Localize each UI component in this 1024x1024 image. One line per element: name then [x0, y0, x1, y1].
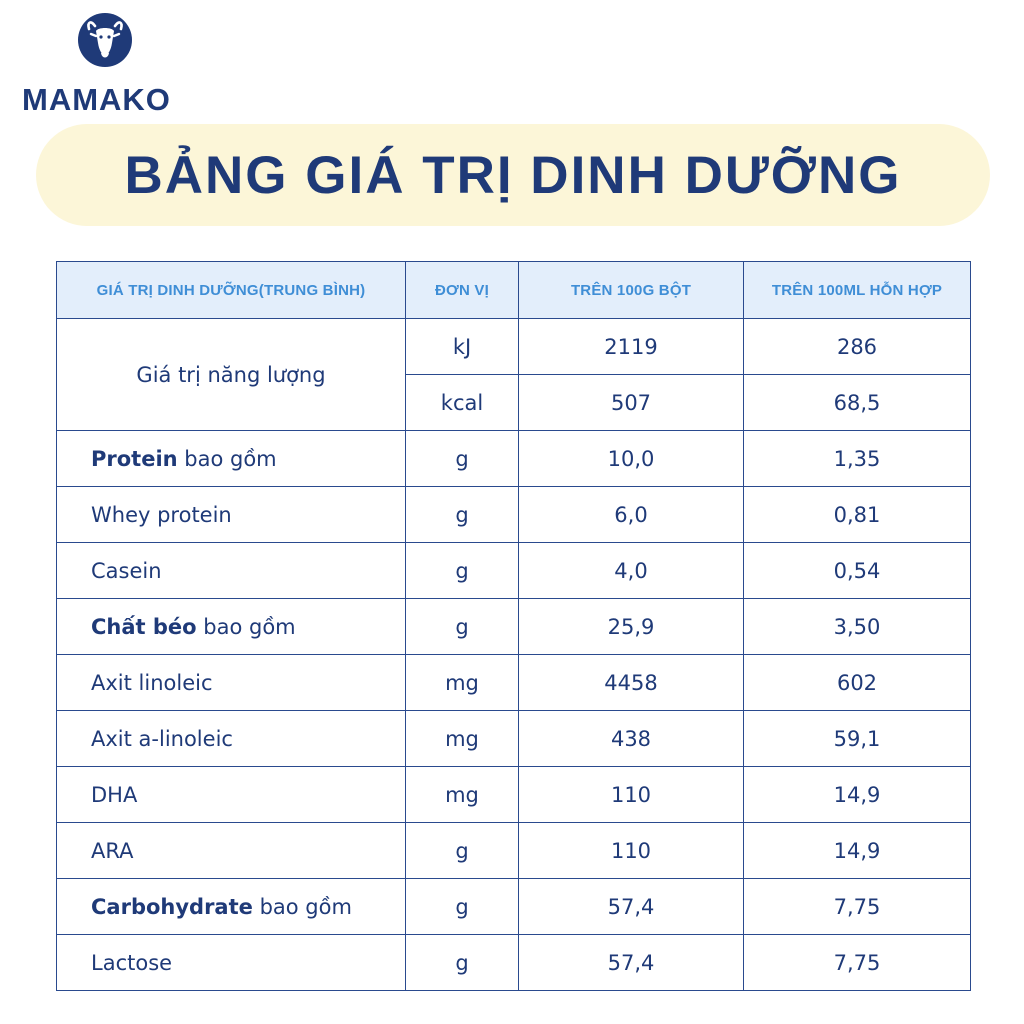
per-100ml-cell: 7,75 — [744, 935, 971, 991]
header-per-100ml: TRÊN 100ML HỖN HỢP — [744, 262, 971, 319]
nutrient-bold: Carbohydrate — [91, 894, 253, 919]
table-row — [57, 431, 971, 487]
per-100g-cell: 10,0 — [519, 431, 744, 487]
per-100ml-cell: 602 — [744, 655, 971, 711]
nutrient-text: bao gồm — [196, 614, 296, 639]
per-100ml-cell: 0,81 — [744, 487, 971, 543]
nutrient-cell: Casein — [57, 543, 406, 599]
unit-cell: g — [406, 487, 519, 543]
table-row — [57, 879, 971, 935]
table-row — [57, 935, 971, 991]
table-row — [57, 599, 971, 655]
table-row — [57, 487, 971, 543]
table-row — [57, 319, 971, 375]
nutrient-cell — [57, 879, 406, 935]
per-100g-cell: 438 — [519, 711, 744, 767]
header-unit: ĐƠN VỊ — [406, 262, 519, 319]
nutrient-bold: Protein — [91, 446, 178, 471]
per-100g-cell: 507 — [519, 375, 744, 431]
nutrient-text: bao gồm — [252, 894, 352, 919]
table-row — [57, 543, 971, 599]
table-row — [57, 655, 971, 711]
unit-cell: g — [406, 935, 519, 991]
unit-cell: g — [406, 823, 519, 879]
table-row — [57, 711, 971, 767]
nutrient-bold: Chất béo — [91, 614, 197, 639]
unit-cell: kJ — [406, 319, 519, 375]
per-100ml-cell: 68,5 — [744, 375, 971, 431]
per-100ml-cell: 1,35 — [744, 431, 971, 487]
unit-cell: mg — [406, 767, 519, 823]
per-100g-cell: 57,4 — [519, 935, 744, 991]
unit-cell: kcal — [406, 375, 519, 431]
header-per-100g: TRÊN 100G BỘT — [519, 262, 744, 319]
unit-cell: g — [406, 599, 519, 655]
energy-label: Giá trị năng lượng — [57, 319, 406, 431]
nutrient-cell: ARA — [57, 823, 406, 879]
per-100g-cell: 110 — [519, 823, 744, 879]
nutrient-cell: Lactose — [57, 935, 406, 991]
per-100ml-cell: 7,75 — [744, 879, 971, 935]
per-100ml-cell: 14,9 — [744, 823, 971, 879]
nutrient-cell — [57, 431, 406, 487]
nutrient-cell: Axit linoleic — [57, 655, 406, 711]
page-title: BẢNG GIÁ TRỊ DINH DƯỠNG — [124, 145, 902, 205]
header-nutrient: GIÁ TRỊ DINH DƯỠNG(TRUNG BÌNH) — [57, 262, 406, 319]
per-100g-cell: 4458 — [519, 655, 744, 711]
table-header-row — [57, 262, 971, 319]
per-100g-cell: 25,9 — [519, 599, 744, 655]
nutrient-cell: Axit a-linoleic — [57, 711, 406, 767]
per-100g-cell: 6,0 — [519, 487, 744, 543]
per-100g-cell: 57,4 — [519, 879, 744, 935]
brand-logo — [22, 12, 192, 117]
nutrition-table — [56, 261, 971, 991]
table-row — [57, 767, 971, 823]
unit-cell: mg — [406, 655, 519, 711]
nutrient-cell: DHA — [57, 767, 406, 823]
unit-cell: g — [406, 543, 519, 599]
per-100ml-cell: 59,1 — [744, 711, 971, 767]
unit-cell: g — [406, 879, 519, 935]
unit-cell: mg — [406, 711, 519, 767]
per-100g-cell: 110 — [519, 767, 744, 823]
brand-name: MAMAKO — [22, 82, 171, 117]
per-100ml-cell: 14,9 — [744, 767, 971, 823]
title-banner — [36, 124, 990, 226]
nutrient-cell: Whey protein — [57, 487, 406, 543]
nutrient-cell — [57, 599, 406, 655]
nutrient-text: bao gồm — [177, 446, 277, 471]
goat-head-icon — [77, 12, 133, 68]
unit-cell: g — [406, 431, 519, 487]
per-100ml-cell: 3,50 — [744, 599, 971, 655]
per-100g-cell: 2119 — [519, 319, 744, 375]
per-100ml-cell: 286 — [744, 319, 971, 375]
per-100g-cell: 4,0 — [519, 543, 744, 599]
table-row — [57, 823, 971, 879]
per-100ml-cell: 0,54 — [744, 543, 971, 599]
